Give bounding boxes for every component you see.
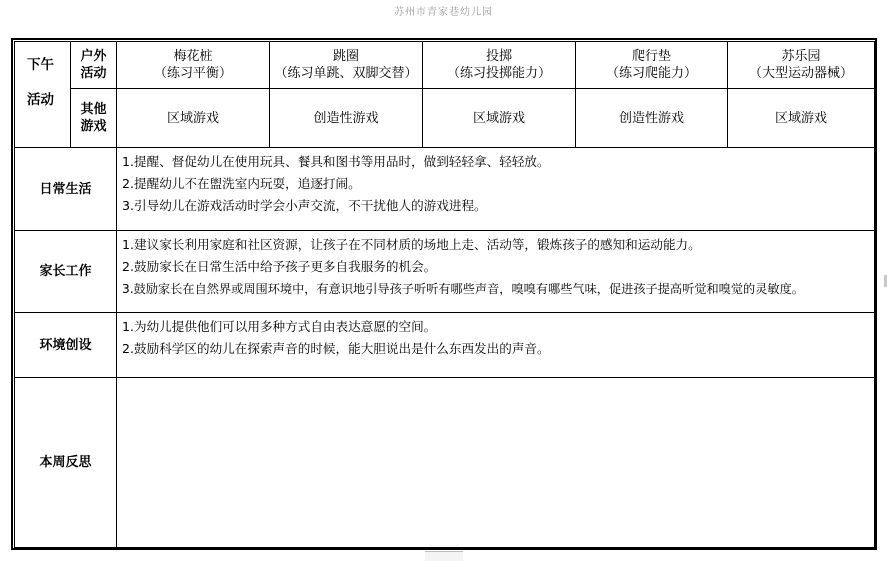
outdoor-item: 爬行垫 （练习爬能力） — [576, 42, 728, 89]
parent-work-line: 3.鼓励家长在自然界或周围环境中，有意识地引导孩子听听有哪些声音，嗅嗅有哪些气味，促进孩子提高听觉和嗅觉的灵敏度。 — [122, 282, 804, 296]
other-games-row — [15, 89, 875, 148]
daily-life-content — [117, 148, 875, 231]
daily-life-line: 3.引导幼儿在游戏活动时学会小声交流，不干扰他人的游戏进程。 — [122, 198, 487, 213]
parent-work-line: 1.建议家长利用家庭和社区资源，让孩子在不同材质的场地上走、活动等，锻炼孩子的感知和运动能力。 — [122, 237, 701, 252]
reflection-label: 本周反思 — [15, 378, 117, 548]
environment-line: 2.鼓励科学区的幼儿在探索声音的时候，能大胆说出是什么东西发出的声音。 — [122, 341, 550, 356]
outdoor-activity-row — [15, 42, 875, 89]
daily-life-row — [15, 148, 875, 231]
other-games-label: 其他 游戏 — [71, 89, 117, 148]
game-item: 创造性游戏 — [576, 89, 728, 148]
environment-row — [15, 313, 875, 378]
parent-work-content — [117, 231, 875, 313]
game-item: 区域游戏 — [728, 89, 875, 148]
afternoon-label-bottom: 活动 — [27, 92, 54, 108]
reflection-row — [15, 378, 875, 548]
environment-line: 1.为幼儿提供他们可以用多种方式自由表达意愿的空间。 — [122, 319, 437, 334]
page-header: 苏州市青家巷幼儿园 — [394, 7, 493, 18]
outdoor-item: 苏乐园 （大型运动器械） — [728, 42, 875, 89]
afternoon-activity-label — [15, 42, 71, 148]
parent-work-label: 家长工作 — [15, 231, 117, 313]
daily-life-label: 日常生活 — [15, 148, 117, 231]
daily-life-line: 1.提醒、督促幼儿在使用玩具、餐具和图书等用品时，做到轻轻拿、轻轻放。 — [122, 154, 550, 169]
outdoor-item: 梅花桩 （练习平衡） — [117, 42, 270, 89]
afternoon-label-top: 下午 — [27, 57, 54, 73]
environment-content — [117, 313, 875, 378]
daily-life-line: 2.提醒幼儿不在盥洗室内玩耍，追逐打闹。 — [122, 176, 361, 191]
reflection-content[interactable] — [117, 378, 875, 548]
parent-work-line: 2.鼓励家长在日常生活中给予孩子更多自我服务的机会。 — [122, 259, 437, 274]
weekly-plan-table — [14, 41, 875, 548]
game-item: 区域游戏 — [117, 89, 270, 148]
outdoor-activity-label: 户外 活动 — [71, 42, 117, 89]
parent-work-row — [15, 231, 875, 313]
outdoor-item: 投掷 （练习投掷能力） — [423, 42, 576, 89]
outdoor-item: 跳圈 （练习单跳、双脚交替） — [270, 42, 423, 89]
game-item: 创造性游戏 — [270, 89, 423, 148]
game-item: 区域游戏 — [423, 89, 576, 148]
page-bottom-tab — [425, 551, 463, 561]
environment-label: 环境创设 — [15, 313, 117, 378]
